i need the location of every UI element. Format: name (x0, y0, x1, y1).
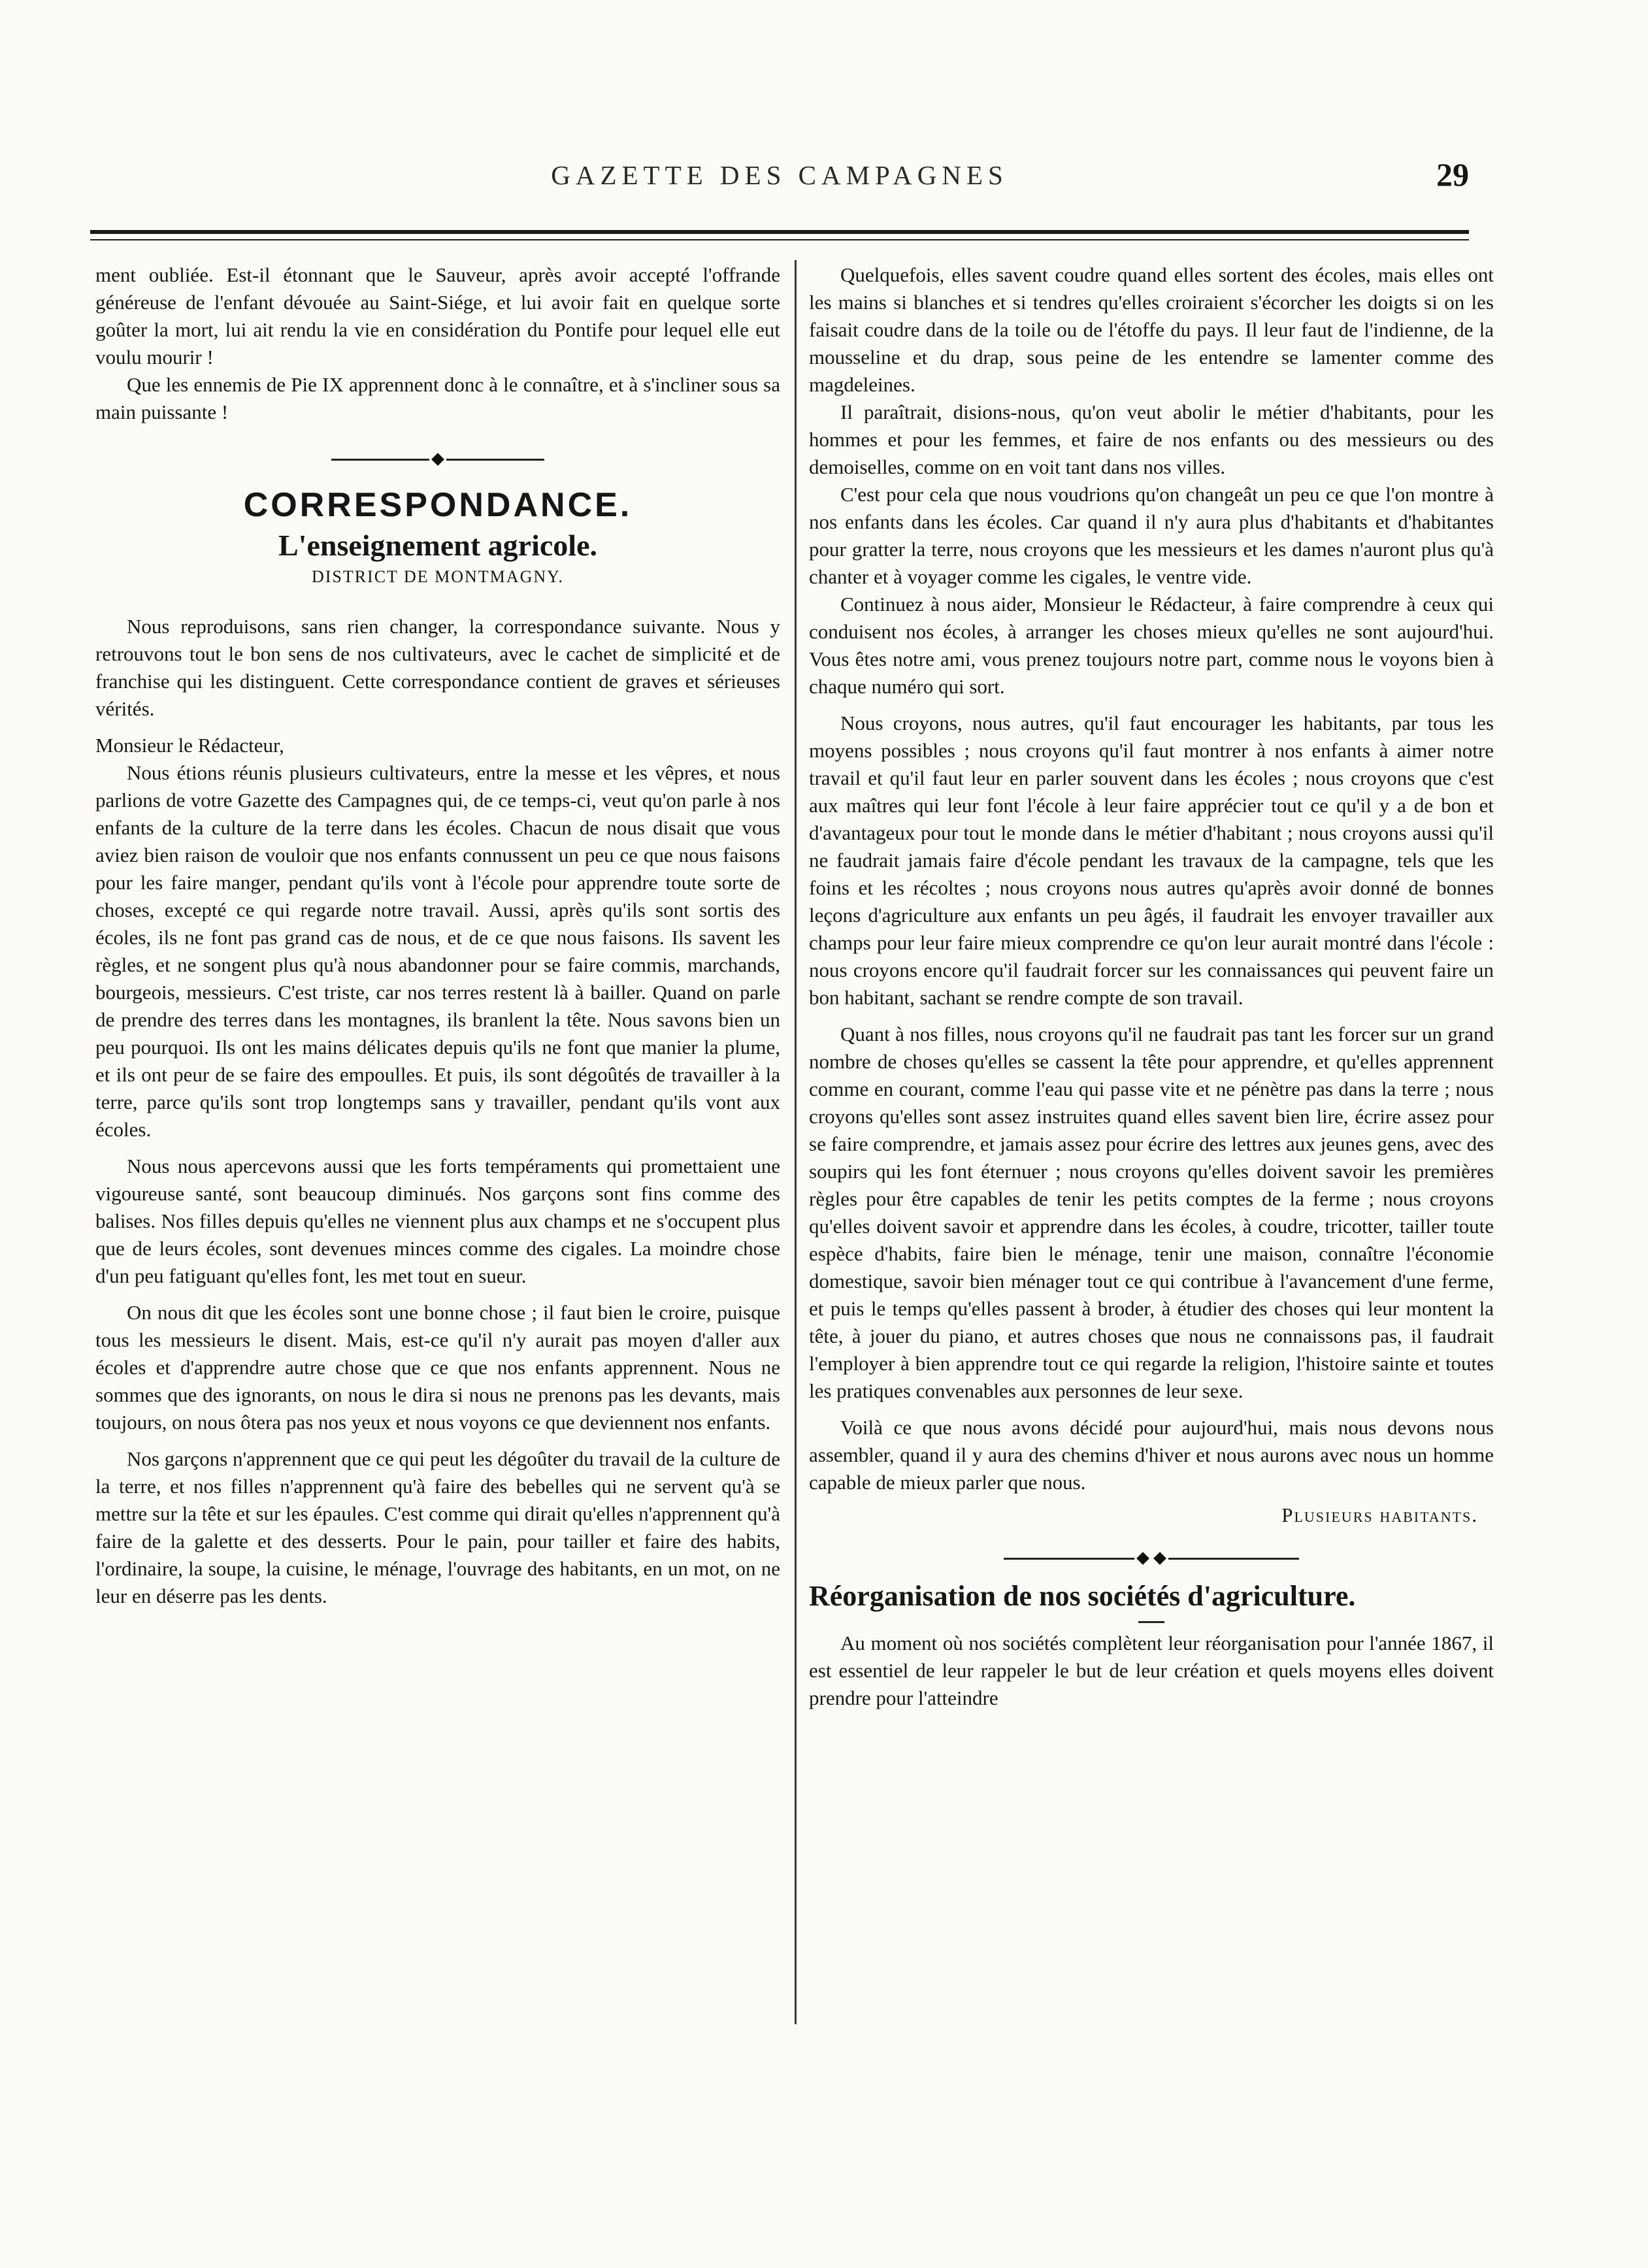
body-paragraph: Quant à nos filles, nous croyons qu'il ne faudrait pas tant les forcer sur un grand nombre de choses qu'elles se cassent la tête pour apprendre, et qu'elles apprennent comme en courant, comme l'eau qui passe vite et ne pénètre pas dans la terre ; nous croyons qu'elles sont assez instruites quand elles savent bien lire, écrire assez pour se faire comprendre, et jamais assez pour écrire des lettres aux jeunes gens, avec des soupirs qui les font éternuer ; nous croyons qu'elles doivent savoir les premières règles pour être capables de tenir les petits comptes de la ferme ; nous croyons qu'elles doivent savoir et apprendre dans les écoles, à coudre, tricotter, tailler toute espèce d'habits, faire bien le ménage, tenir une maison, connaître l'économie domestique, savoir bien ménager tout ce qui contribue à l'avancement d'une ferme, et puis le temps qu'elles passent à broder, à étudier des choses qui leur montent la tête, à jouer du piano, et autres choses que nous ne connaissons pas, il faudrait l'employer à bien apprendre tout ce qui regarde la religion, l'histoire sainte et toutes les pratiques convenables aux personnes de leur sexe. (809, 1023, 1494, 1402)
running-title: GAZETTE DES CAMPAGNES (551, 160, 1008, 190)
section-title: CORRESPONDANCE. (243, 486, 633, 524)
intro-paragraph: ment oubliée. Est-il étonnant que le Sauveur, après avoir accepté l'offrande généreuse de l'enfant dévouée au Saint-Siége, et lui avoir fait en quelque sorte goûter la mort, lui ait rendu la vie en considération du Pontife pour lequel elle eut voulu mourir ! (95, 263, 780, 369)
body-paragraph: Nous croyons, nous autres, qu'il faut encourager les habitants, par tous les moyens possibles ; nous croyons qu'il faut montrer à nos enfants à aimer notre travail et qu'il faut leur en parler souvent dans les écoles ; nous croyons que c'est aux maîtres qui leur font l'école à leur faire apprécier tout ce qu'il y a de bon et d'avantageux pour tout le monde dans le métier d'habitant ; nous croyons aussi qu'il ne faudrait jamais faire d'école pendant les travaux de la campagne, tels que les foins et les récoltes ; nous croyons nous autres qu'après avoir donné de bonnes leçons d'agriculture aux enfants un peu âgés, il faudrait les envoyer travailler aux champs pour leur faire mieux comprendre ce qu'on leur aurait montré dans l'école : nous croyons encore qu'il faudrait forcer sur les connaissances qui peuvent faire un bon habitant, sachant se rendre compte de son travail. (809, 712, 1494, 1009)
intro-paragraph: Que les ennemis de Pie IX apprennent donc à le connaître, et à s'incliner sous sa main puissante ! (95, 373, 780, 423)
body-paragraph: Au moment où nos sociétés complètent leur réorganisation pour l'année 1867, il est essentiel de leur rappeler le but de leur création et quels moyens elles doivent prendre pour l'atteindre (809, 1632, 1494, 1709)
short-rule (809, 1614, 1494, 1630)
body-paragraph: Nous étions réunis plusieurs cultivateurs, entre la messe et les vêpres, et nous parlions de votre Gazette des Campagnes qui, de ce temps-ci, veut qu'on parle à nos enfants de la culture de la terre dans les écoles. Chacun de nous disait que vous aviez bien raison de vouloir que nos enfants connussent un peu ce que nous faisons pour les faire manger, pendant qu'ils vont à l'école pour apprendre toute sorte de choses, excepté ce qui regarde notre travail. Aussi, après qu'ils sont sortis des écoles, ils ne font pas grand cas de nous, et de ce que nous faisons. Ils savent les règles, et ne songent plus qu'à nous abandonner pour se faire commis, marchands, bourgeois, messieurs. C'est triste, car nos terres restent là à bailler. Quand on parle de prendre des terres dans les montagnes, ils branlent la tête. Nous savons bien un peu pourquoi. Ils ont les mains délicates depuis qu'ils ne font que manier la plume, et ils ont peur de se faire des empoulles. Et puis, ils sont dégoûtés de travailler à la terre, parce qu'ils sont trop longtemps sans y travailler, pendant qu'ils vont aux écoles. (95, 761, 780, 1141)
right-column (809, 261, 1494, 1712)
editor-note: Nous reproduisons, sans rien changer, la correspondance suivante. Nous y retrouvons tout le bon sens de nos cultivateurs, avec le cachet de simplicité et de franchise qui les distinguent. Cette correspondance contient de graves et sérieuses vérités. (95, 615, 780, 720)
page-number: 29 (1436, 156, 1469, 193)
ornament-divider (95, 443, 780, 476)
body-paragraph: Il paraîtrait, disions-nous, qu'on veut abolir le métier d'habitants, pour les hommes et pour les femmes, et faire de nos enfants ou des messieurs ou des demoiselles, comme on en voit tant dans nos villes. (809, 401, 1494, 478)
column-divider (795, 260, 797, 2024)
article-title: Réorganisation de nos sociétés d'agriculture. (809, 1580, 1356, 1612)
article-byline: DISTRICT DE MONTMAGNY. (311, 567, 565, 586)
body-paragraph: Nous nous apercevons aussi que les forts tempéraments qui promettaient une vigoureuse santé, sont beaucoup diminués. Nos garçons sont fins comme des balises. Nos filles depuis qu'elles ne viennent plus aux champs et ne s'occupent plus que de leurs écoles, sont devenues minces comme des cigales. La moindre chose d'un peu fatiguant qu'elles font, les met tout en sueur. (95, 1155, 780, 1287)
ornament-divider (809, 1542, 1494, 1575)
body-paragraph: On nous dit que les écoles sont une bonne chose ; il faut bien le croire, puisque tous les messieurs le disent. Mais, est-ce qu'il n'y aurait pas moyen d'aller aux écoles et d'apprendre autre chose que ce que nos enfants apprennent. Nous ne sommes que des ignorants, on nous le dira si nous ne prenons pas les devants, mais toujours, on nous ôtera pas nos yeux et nous voyons ce que deviennent nos enfants. (95, 1301, 780, 1434)
article-title: L'enseignement agricole. (278, 529, 597, 562)
body-paragraph: C'est pour cela que nous voudrions qu'on changeât un peu ce que l'on montre à nos enfants dans les écoles. Car quand il n'y aura plus d'habitants et d'habitantes pour gratter la terre, nous croyons que les messieurs et les dames n'auront plus qu'à chanter et à voyager comme les cigales, le ventre vide. (809, 483, 1494, 588)
header-rule (90, 230, 1469, 234)
body-paragraph: Nos garçons n'apprennent que ce qui peut les dégoûter du travail de la culture de la terre, et nos filles n'apprennent qu'à faire des bebelles qui ne servent qu'à se mettre sur la tête et sur les épaules. C'est comme qui dirait qu'elles n'apprennent qu'à faire de la galette et des desserts. Pour le pain, pour tailler et faire des habits, l'ordinaire, la soupe, la cuisine, le ménage, l'ouvrage des habitants, en un mot, on ne leur en déserre pas les dents. (95, 1447, 780, 1607)
letter-signature: Plusieurs habitants. (1281, 1504, 1478, 1526)
body-paragraph: Continuez à nous aider, Monsieur le Rédacteur, à faire comprendre à ceux qui conduisent nos écoles, à arranger les choses mieux qu'elles ne sont aujourd'hui. Vous êtes notre ami, vous prenez toujours notre part, comme nous le voyons bien à chaque numéro qui sort. (809, 593, 1494, 698)
body-paragraph: Voilà ce que nous avons décidé pour aujourd'hui, mais nous devons nous assembler, quand il y aura des chemins d'hiver et nous aurons avec nous un homme capable de mieux parler que nous. (809, 1416, 1494, 1494)
page-header (90, 156, 1469, 205)
left-column (95, 261, 780, 1610)
body-paragraph: Quelquefois, elles savent coudre quand elles sortent des écoles, mais elles ont les mains si blanches et si tendres qu'elles croiraient s'écorcher les doigts si on les faisait coudre dans de la toile ou de l'étoffe du pays. Il leur faut de l'indienne, de la mousseline et du drap, sous peine de les entendre se lamenter comme des magdeleines. (809, 263, 1494, 396)
header-rule-thin (90, 239, 1469, 240)
salutation: Monsieur le Rédacteur, (95, 734, 284, 757)
